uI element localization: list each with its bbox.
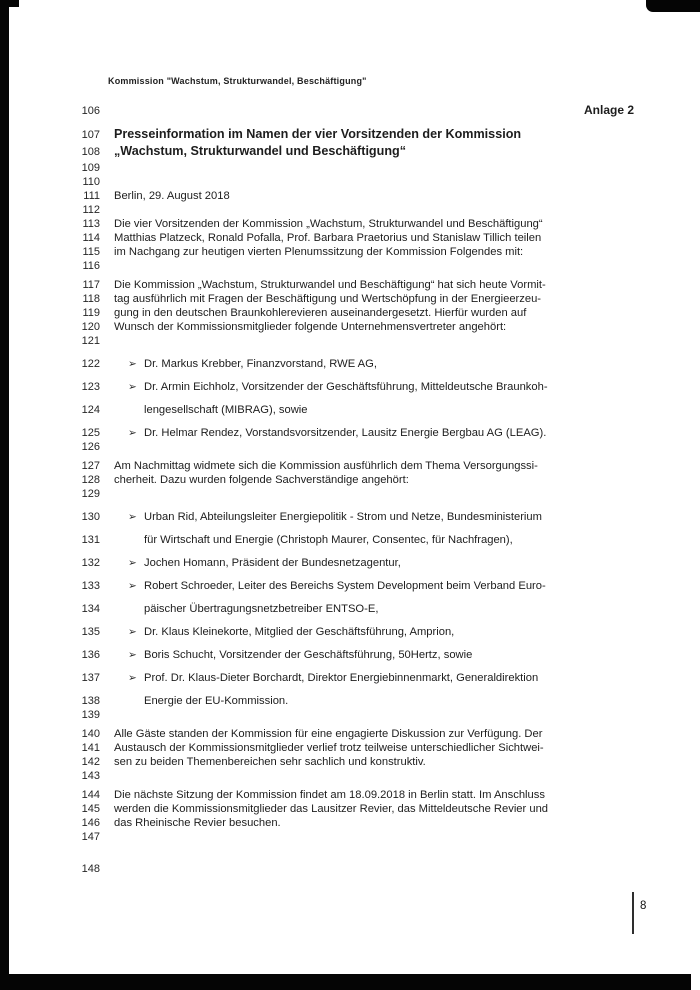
line-number: 133 xyxy=(81,580,100,592)
arrow-bullet-icon: ➢ xyxy=(128,672,137,684)
line-number: 139 xyxy=(81,709,100,721)
line-number: 129 xyxy=(81,488,100,500)
line-number: 135 xyxy=(81,626,100,638)
document-line xyxy=(62,404,634,418)
line-text: Am Nachmittag widmete sich die Kommission ausführlich dem Thema Versorgungssi- xyxy=(114,460,538,472)
arrow-bullet-icon: ➢ xyxy=(128,626,137,638)
line-number: 128 xyxy=(81,474,100,486)
document-line xyxy=(62,441,634,455)
line-text: Wunsch der Kommissionsmitglieder folgende Unternehmensvertreter angehört: xyxy=(114,321,507,333)
bullet-text: Jochen Homann, Präsident der Bundesnetzagentur, xyxy=(144,557,401,569)
line-number: 119 xyxy=(82,307,100,319)
line-text: lengesellschaft (MIBRAG), sowie xyxy=(144,404,308,416)
line-text: Die vier Vorsitzenden der Kommission „Wachstum, Strukturwandel und Beschäftigung“ xyxy=(114,218,543,230)
line-text: Matthias Platzeck, Ronald Pofalla, Prof. Barbara Praetorius und Stanislaw Tillich teilen xyxy=(114,232,542,244)
line-number: 111 xyxy=(83,190,100,202)
document-header: Kommission "Wachstum, Strukturwandel, Beschäftigung" xyxy=(108,76,367,86)
line-text: für Wirtschaft und Energie (Christoph Maurer, Consentec, für Nachfragen), xyxy=(144,534,513,546)
document-line xyxy=(62,626,634,640)
document-line xyxy=(62,190,634,204)
bullet-text: Dr. Klaus Kleinekorte, Mitglied der Geschäftsführung, Amprion, xyxy=(144,626,455,638)
line-text xyxy=(114,511,634,524)
document-line xyxy=(62,128,634,145)
scan-edge-bottom xyxy=(0,974,691,990)
document-line xyxy=(62,580,634,594)
page-number: 8 xyxy=(640,900,647,912)
line-number: 124 xyxy=(81,404,100,416)
document-line xyxy=(62,246,634,260)
document-line xyxy=(62,176,634,190)
line-number: 112 xyxy=(82,204,100,216)
document-line xyxy=(62,358,634,372)
line-number: 114 xyxy=(82,232,100,244)
document-line xyxy=(62,279,634,293)
document-line xyxy=(62,162,634,176)
document-line xyxy=(62,709,634,723)
bullet-text: Dr. Markus Krebber, Finanzvorstand, RWE AG, xyxy=(144,358,377,370)
document-line xyxy=(62,863,634,877)
line-text: Berlin, 29. August 2018 xyxy=(114,190,230,202)
line-number: 134 xyxy=(81,603,100,615)
line-number: 106 xyxy=(81,105,100,117)
document-line xyxy=(62,321,634,335)
document-line xyxy=(62,335,634,349)
document-line xyxy=(62,204,634,218)
document-line xyxy=(62,817,634,831)
document-line xyxy=(62,307,634,321)
line-number: 148 xyxy=(81,863,100,875)
document-line xyxy=(62,756,634,770)
line-text: sen zu beiden Themenbereichen sehr sachlich und konstruktiv. xyxy=(114,756,426,768)
document-line xyxy=(62,557,634,571)
line-text: Energie der EU-Kommission. xyxy=(144,695,289,707)
line-number: 108 xyxy=(81,146,100,158)
line-number: 109 xyxy=(81,162,100,174)
line-text xyxy=(114,626,634,639)
line-number: 136 xyxy=(81,649,100,661)
line-number: 116 xyxy=(82,260,100,272)
line-number: 120 xyxy=(81,321,100,333)
bullet-text: Dr. Armin Eichholz, Vorsitzender der Geschäftsführung, Mitteldeutsche Braunkoh- xyxy=(144,381,548,393)
line-number: 137 xyxy=(81,672,100,684)
line-number: 121 xyxy=(81,335,100,347)
line-number: 147 xyxy=(81,831,100,843)
document-line xyxy=(62,742,634,756)
arrow-bullet-icon: ➢ xyxy=(128,580,137,592)
line-text xyxy=(114,649,634,662)
document-line xyxy=(62,603,634,617)
arrow-bullet-icon: ➢ xyxy=(128,511,137,523)
line-text xyxy=(114,557,634,570)
line-text: gung in den deutschen Braunkohlerevieren auseinandergesetzt. Hierfür wurden auf xyxy=(114,307,527,319)
arrow-bullet-icon: ➢ xyxy=(128,557,137,569)
line-number: 113 xyxy=(82,218,100,230)
line-number: 145 xyxy=(81,803,100,815)
document-line xyxy=(62,831,634,845)
document-line xyxy=(62,649,634,663)
line-number: 127 xyxy=(81,460,100,472)
document-line xyxy=(62,803,634,817)
document-lines xyxy=(62,104,634,877)
line-number: 142 xyxy=(81,756,100,768)
arrow-bullet-icon: ➢ xyxy=(128,381,137,393)
line-text: cherheit. Dazu wurden folgende Sachverständige angehört: xyxy=(114,474,409,486)
bullet-text: Boris Schucht, Vorsitzender der Geschäftsführung, 50Hertz, sowie xyxy=(144,649,473,661)
line-text xyxy=(114,580,634,593)
line-number: 118 xyxy=(82,293,100,305)
line-text: tag ausführlich mit Fragen der Beschäftigung und Wertschöpfung in der Energieerzeu- xyxy=(114,293,542,305)
document-line xyxy=(62,427,634,441)
document-line xyxy=(62,218,634,232)
document-line xyxy=(62,672,634,686)
line-number: 125 xyxy=(81,427,100,439)
line-number: 126 xyxy=(81,441,100,453)
line-number: 107 xyxy=(81,129,100,141)
line-number: 115 xyxy=(82,246,100,258)
document-line xyxy=(62,728,634,742)
line-text: Alle Gäste standen der Kommission für eine engagierte Diskussion zur Verfügung. Der xyxy=(114,728,543,740)
document-line xyxy=(62,381,634,395)
document-line xyxy=(62,789,634,803)
arrow-bullet-icon: ➢ xyxy=(128,649,137,661)
line-number: 123 xyxy=(81,381,100,393)
line-text: Die Kommission „Wachstum, Strukturwandel und Beschäftigung“ hat sich heute Vormit- xyxy=(114,279,546,291)
arrow-bullet-icon: ➢ xyxy=(128,358,137,370)
line-text: werden die Kommissionsmitglieder das Lausitzer Revier, das Mitteldeutsche Revier und xyxy=(114,803,549,815)
line-number: 143 xyxy=(81,770,100,782)
line-text: im Nachgang zur heutigen vierten Plenumssitzung der Kommission Folgendes mit: xyxy=(114,246,524,258)
document-line xyxy=(62,534,634,548)
line-text xyxy=(114,358,634,371)
document-line xyxy=(62,770,634,784)
bullet-text: Robert Schroeder, Leiter des Bereichs System Development beim Verband Euro- xyxy=(144,580,546,592)
document-line xyxy=(62,511,634,525)
document-line xyxy=(62,145,634,162)
scan-corner-top-left xyxy=(0,0,19,7)
document-line xyxy=(62,474,634,488)
scan-edge-left xyxy=(0,0,9,976)
line-number: 138 xyxy=(81,695,100,707)
document-line xyxy=(62,488,634,502)
line-text: Die nächste Sitzung der Kommission findet am 18.09.2018 in Berlin statt. Im Anschluss xyxy=(114,789,545,801)
line-number: 130 xyxy=(81,511,100,523)
document-line xyxy=(62,104,634,118)
line-text xyxy=(114,672,634,685)
line-number: 131 xyxy=(81,534,100,546)
line-number: 117 xyxy=(82,279,100,291)
line-number: 141 xyxy=(81,742,100,754)
line-text: Presseinformation im Namen der vier Vorsitzenden der Kommission xyxy=(114,127,522,141)
line-number: 144 xyxy=(81,789,100,801)
line-number: 110 xyxy=(82,176,100,188)
line-text: Anlage 2 xyxy=(583,103,634,117)
document-line xyxy=(62,232,634,246)
line-number: 140 xyxy=(81,728,100,740)
line-text: Austausch der Kommissionsmitglieder verlief trotz teilweise unterschiedlicher Sichtwei- xyxy=(114,742,544,754)
bullet-text: Urban Rid, Abteilungsleiter Energiepolitik - Strom und Netze, Bundesministerium xyxy=(144,511,542,523)
scan-corner-top-right xyxy=(646,0,700,12)
document-line xyxy=(62,293,634,307)
line-number: 122 xyxy=(81,358,100,370)
line-text: „Wachstum, Strukturwandel und Beschäftigung“ xyxy=(114,144,407,158)
document-line xyxy=(62,460,634,474)
bullet-text: Dr. Helmar Rendez, Vorstandsvorsitzender, Lausitz Energie Bergbau AG (LEAG). xyxy=(144,427,547,439)
fold-mark-line xyxy=(632,892,634,934)
bullet-text: Prof. Dr. Klaus-Dieter Borchardt, Direktor Energiebinnenmarkt, Generaldirektion xyxy=(144,672,539,684)
arrow-bullet-icon: ➢ xyxy=(128,427,137,439)
document-line xyxy=(62,695,634,709)
line-number: 132 xyxy=(81,557,100,569)
line-text: das Rheinische Revier besuchen. xyxy=(114,817,281,829)
line-text: päischer Übertragungsnetzbetreiber ENTSO-E, xyxy=(144,603,379,615)
line-number: 146 xyxy=(81,817,100,829)
line-text xyxy=(114,427,634,440)
document-line xyxy=(62,260,634,274)
line-text xyxy=(114,381,634,394)
page-footer xyxy=(632,892,646,934)
